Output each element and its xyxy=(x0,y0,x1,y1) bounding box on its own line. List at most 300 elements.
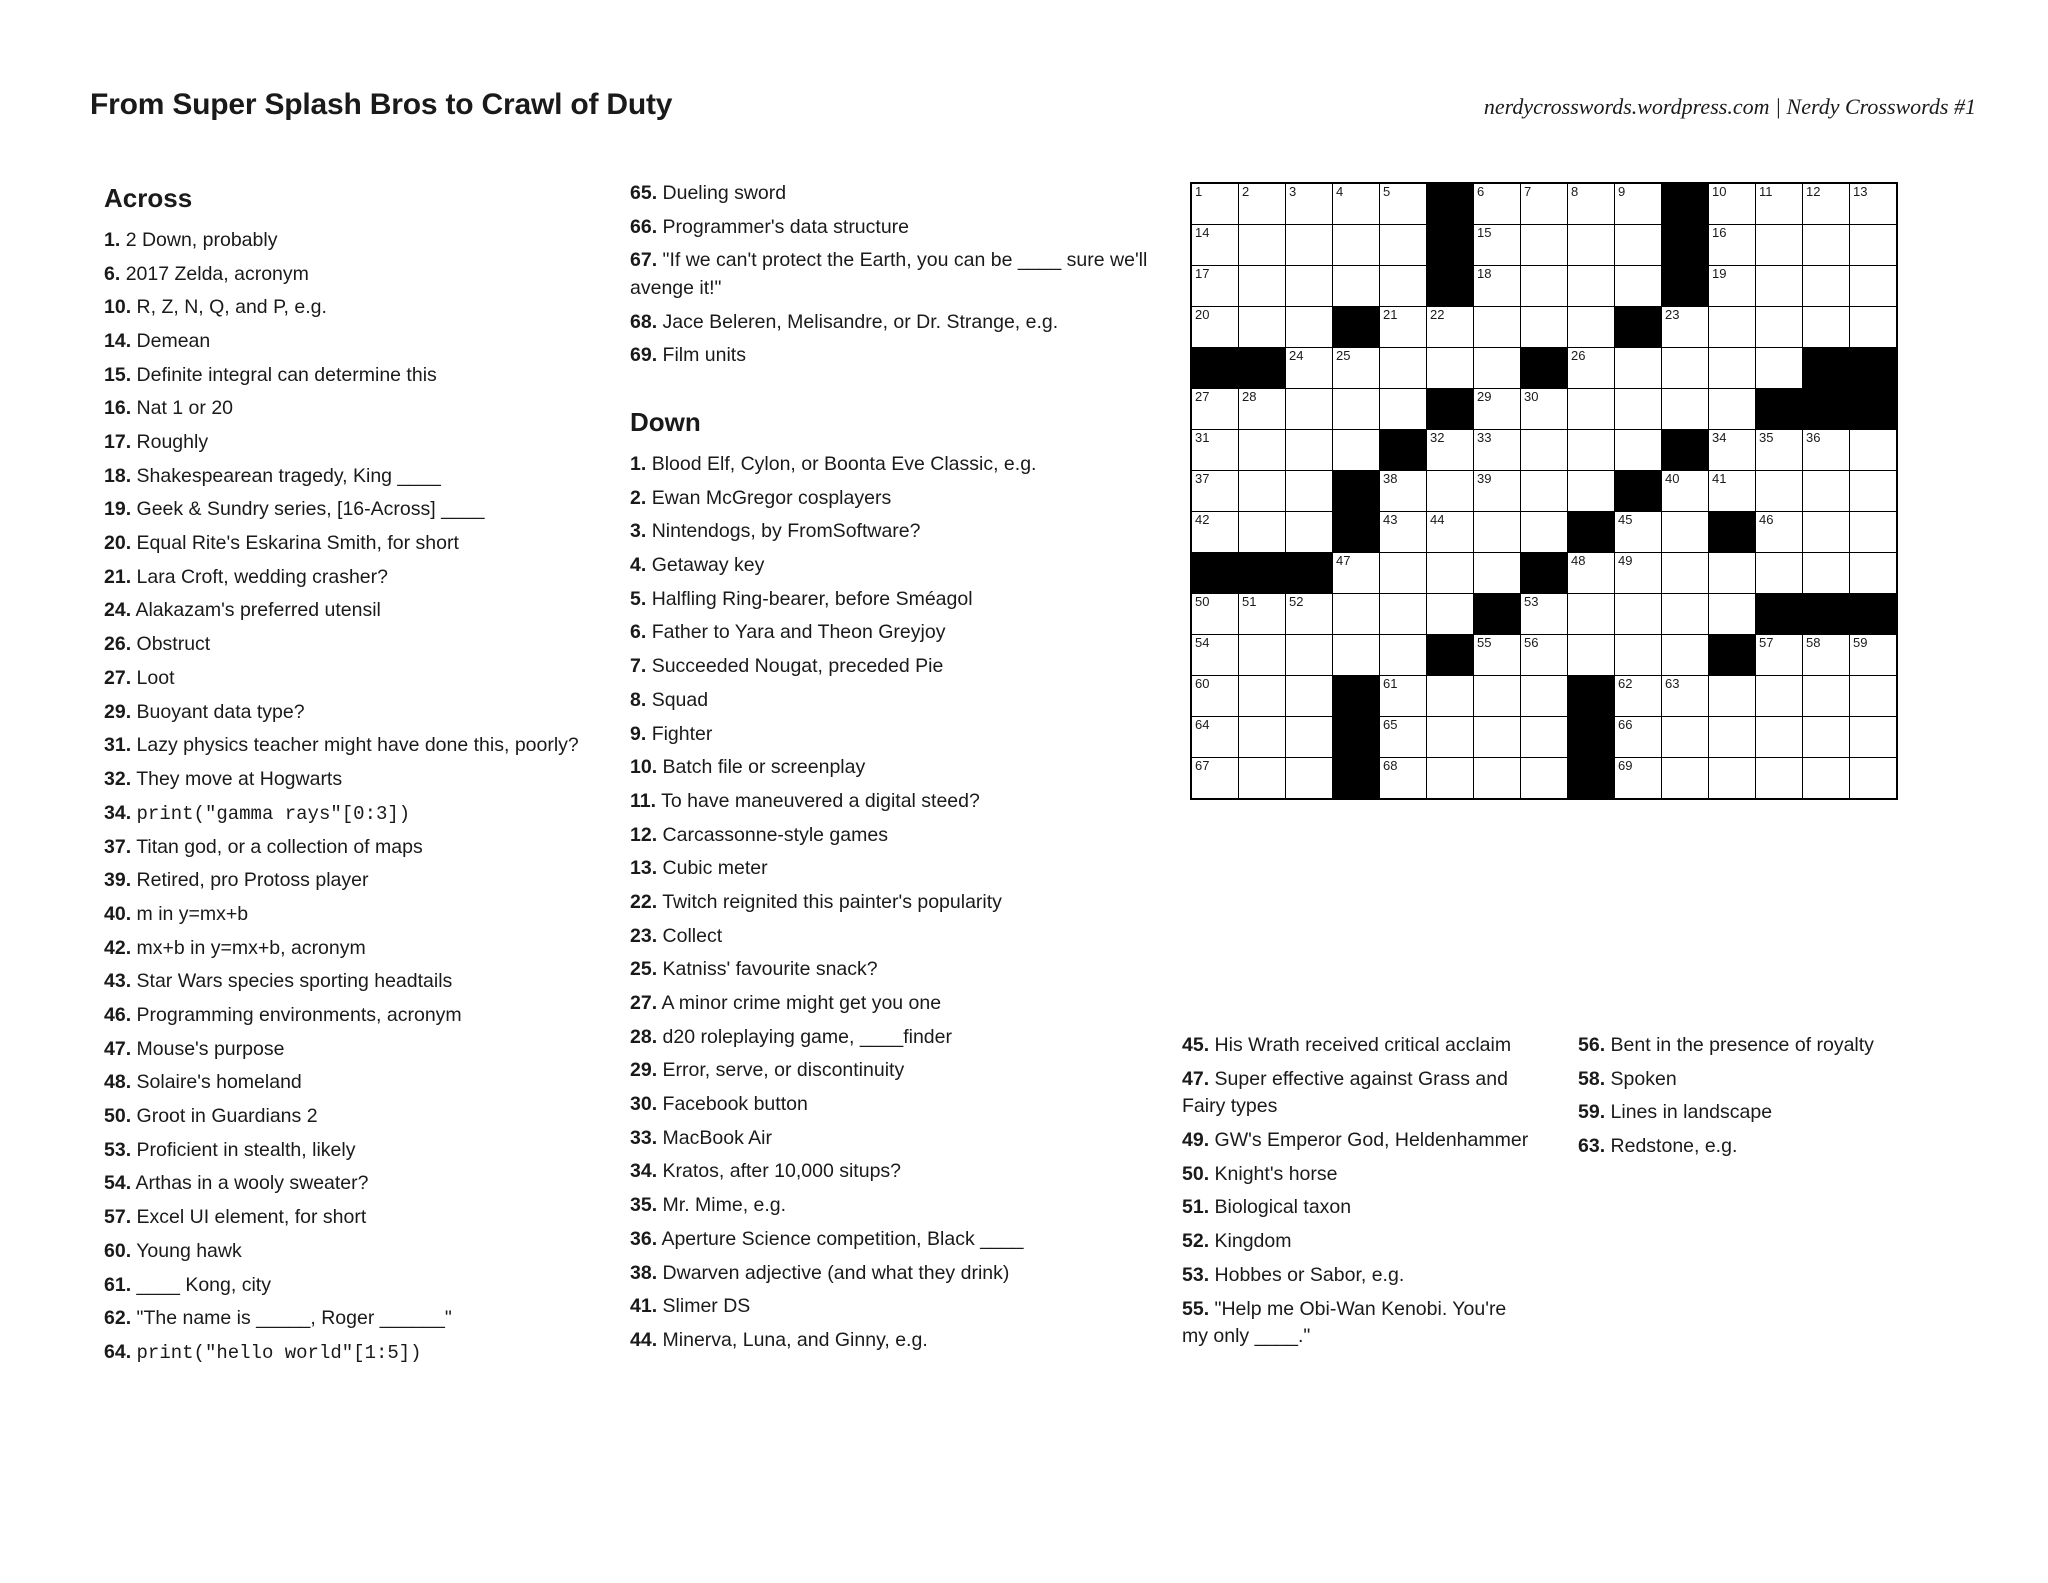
grid-cell-block xyxy=(1756,389,1803,430)
grid-cell[interactable] xyxy=(1756,225,1803,266)
grid-cell[interactable] xyxy=(1474,389,1521,430)
grid-cell[interactable] xyxy=(1286,758,1333,800)
page-header xyxy=(90,88,1976,122)
grid-cell[interactable] xyxy=(1191,183,1239,225)
grid-cell[interactable] xyxy=(1286,430,1333,471)
grid-cell-number: 64 xyxy=(1195,717,1210,732)
clue-text: Biological taxon xyxy=(1214,1196,1352,1219)
grid-cell-number: 24 xyxy=(1289,348,1304,363)
grid-cell[interactable] xyxy=(1709,553,1756,594)
clue-item xyxy=(104,530,604,558)
clue-text: Carcassonne-style games xyxy=(662,823,888,846)
grid-cell[interactable] xyxy=(1662,348,1709,389)
grid-cell-block xyxy=(1333,307,1380,348)
clue-number: 20. xyxy=(104,532,132,555)
grid-cell-block xyxy=(1333,758,1380,800)
grid-cell[interactable] xyxy=(1662,389,1709,430)
grid-cell[interactable] xyxy=(1521,594,1568,635)
grid-cell[interactable] xyxy=(1333,635,1380,676)
grid-cell[interactable] xyxy=(1568,348,1615,389)
clue-text: Groot in Guardians 2 xyxy=(136,1105,318,1128)
grid-cell[interactable] xyxy=(1803,225,1850,266)
grid-cell[interactable] xyxy=(1803,183,1850,225)
clue-item xyxy=(630,1293,1150,1321)
grid-cell[interactable] xyxy=(1474,307,1521,348)
grid-cell[interactable] xyxy=(1615,183,1662,225)
clue-item xyxy=(630,309,1150,337)
grid-cell[interactable] xyxy=(1191,512,1239,553)
grid-cell-block xyxy=(1568,512,1615,553)
grid-cell[interactable] xyxy=(1803,635,1850,676)
grid-cell[interactable] xyxy=(1756,183,1803,225)
clue-text: Facebook button xyxy=(662,1093,808,1116)
grid-cell[interactable] xyxy=(1191,635,1239,676)
clue-text: Nintendogs, by FromSoftware? xyxy=(651,520,921,543)
grid-cell-number: 46 xyxy=(1759,512,1774,527)
grid-cell[interactable] xyxy=(1191,389,1239,430)
clue-text: d20 roleplaying game, ____finder xyxy=(662,1025,952,1048)
grid-cell[interactable] xyxy=(1474,225,1521,266)
grid-cell[interactable] xyxy=(1239,635,1286,676)
clue-number: 59. xyxy=(1578,1101,1606,1124)
grid-cell[interactable] xyxy=(1239,594,1286,635)
across-heading: Across xyxy=(104,183,193,213)
clue-text: Knight's horse xyxy=(1214,1162,1338,1185)
grid-cell[interactable] xyxy=(1662,512,1709,553)
clue-item xyxy=(1182,1194,1537,1222)
grid-cell[interactable] xyxy=(1191,471,1239,512)
grid-cell[interactable] xyxy=(1803,307,1850,348)
grid-cell[interactable] xyxy=(1521,676,1568,717)
grid-cell[interactable] xyxy=(1568,553,1615,594)
clue-item xyxy=(1578,1133,1978,1161)
clue-item xyxy=(1182,1228,1537,1256)
grid-cell-block xyxy=(1427,635,1474,676)
clue-item xyxy=(1578,1066,1978,1094)
grid-cell-number: 61 xyxy=(1383,676,1398,691)
grid-cell[interactable] xyxy=(1568,389,1615,430)
grid-cell-number: 67 xyxy=(1195,758,1210,773)
clue-number: 44. xyxy=(630,1328,658,1351)
grid-row xyxy=(1191,266,1897,307)
grid-cell[interactable] xyxy=(1333,348,1380,389)
grid-cell[interactable] xyxy=(1521,758,1568,800)
grid-cell[interactable] xyxy=(1474,471,1521,512)
grid-cell[interactable] xyxy=(1380,676,1427,717)
clue-item xyxy=(104,395,604,423)
clue-item xyxy=(630,1057,1150,1085)
clue-item xyxy=(630,754,1150,782)
grid-cell[interactable] xyxy=(1756,430,1803,471)
grid-cell[interactable] xyxy=(1521,635,1568,676)
grid-cell[interactable] xyxy=(1474,635,1521,676)
grid-cell[interactable] xyxy=(1239,512,1286,553)
grid-cell-block xyxy=(1803,348,1850,389)
grid-cell[interactable] xyxy=(1568,225,1615,266)
grid-cell[interactable] xyxy=(1803,471,1850,512)
grid-cell[interactable] xyxy=(1850,183,1898,225)
grid-cell-number: 41 xyxy=(1712,471,1727,486)
grid-cell[interactable] xyxy=(1474,348,1521,389)
grid-cell[interactable] xyxy=(1521,717,1568,758)
grid-cell[interactable] xyxy=(1709,266,1756,307)
grid-cell[interactable] xyxy=(1662,717,1709,758)
grid-cell[interactable] xyxy=(1380,266,1427,307)
grid-cell[interactable] xyxy=(1333,266,1380,307)
grid-cell-number: 31 xyxy=(1195,430,1210,445)
grid-cell[interactable] xyxy=(1380,225,1427,266)
grid-cell[interactable] xyxy=(1286,389,1333,430)
clue-text: Programming environments, acronym xyxy=(136,1004,462,1026)
grid-cell[interactable] xyxy=(1521,512,1568,553)
grid-cell[interactable] xyxy=(1662,307,1709,348)
grid-cell-number: 63 xyxy=(1665,676,1680,691)
grid-cell[interactable] xyxy=(1662,635,1709,676)
grid-cell[interactable] xyxy=(1286,183,1333,225)
grid-cell[interactable] xyxy=(1521,225,1568,266)
grid-cell[interactable] xyxy=(1286,676,1333,717)
grid-cell[interactable] xyxy=(1709,348,1756,389)
grid-cell[interactable] xyxy=(1239,389,1286,430)
clue-number: 7. xyxy=(630,655,647,678)
grid-cell[interactable] xyxy=(1239,225,1286,266)
grid-cell[interactable] xyxy=(1474,430,1521,471)
down-clue-list-1 xyxy=(630,451,1150,1355)
grid-cell-block xyxy=(1239,553,1286,594)
clue-number: 27. xyxy=(630,992,658,1015)
clue-number: 6. xyxy=(630,621,647,644)
clue-text: Loot xyxy=(136,666,175,689)
clue-text: Redstone, e.g. xyxy=(1610,1135,1738,1158)
grid-cell[interactable] xyxy=(1286,512,1333,553)
grid-cell[interactable] xyxy=(1239,758,1286,800)
grid-cell[interactable] xyxy=(1239,676,1286,717)
grid-cell[interactable] xyxy=(1286,471,1333,512)
grid-cell[interactable] xyxy=(1380,594,1427,635)
grid-cell[interactable] xyxy=(1191,225,1239,266)
grid-cell[interactable] xyxy=(1191,717,1239,758)
grid-cell[interactable] xyxy=(1380,348,1427,389)
grid-cell[interactable] xyxy=(1803,553,1850,594)
grid-cell[interactable] xyxy=(1239,307,1286,348)
grid-cell[interactable] xyxy=(1709,758,1756,800)
grid-cell[interactable] xyxy=(1474,676,1521,717)
clue-number: 35. xyxy=(630,1194,658,1217)
grid-cell[interactable] xyxy=(1662,471,1709,512)
grid-cell[interactable] xyxy=(1427,430,1474,471)
clue-item xyxy=(104,294,604,322)
grid-cell[interactable] xyxy=(1615,512,1662,553)
grid-cell[interactable] xyxy=(1568,266,1615,307)
grid-cell[interactable] xyxy=(1803,512,1850,553)
grid-cell[interactable] xyxy=(1709,389,1756,430)
grid-cell[interactable] xyxy=(1427,717,1474,758)
grid-cell-block xyxy=(1191,348,1239,389)
grid-cell[interactable] xyxy=(1191,307,1239,348)
clue-item xyxy=(104,834,604,862)
grid-cell[interactable] xyxy=(1474,266,1521,307)
grid-cell[interactable] xyxy=(1380,717,1427,758)
grid-cell[interactable] xyxy=(1239,430,1286,471)
clue-item xyxy=(630,1327,1150,1355)
grid-cell-number: 14 xyxy=(1195,225,1210,240)
clue-number: 16. xyxy=(104,397,132,420)
grid-cell[interactable] xyxy=(1709,471,1756,512)
clue-text: Nat 1 or 20 xyxy=(136,397,234,420)
grid-cell[interactable] xyxy=(1380,635,1427,676)
grid-cell[interactable] xyxy=(1521,471,1568,512)
grid-cell[interactable] xyxy=(1427,348,1474,389)
grid-cell[interactable] xyxy=(1803,266,1850,307)
grid-cell[interactable] xyxy=(1427,471,1474,512)
grid-cell[interactable] xyxy=(1521,430,1568,471)
grid-cell[interactable] xyxy=(1191,758,1239,800)
across-down-column-2 xyxy=(630,180,1150,1361)
grid-cell-number: 49 xyxy=(1618,553,1633,568)
clue-number: 68. xyxy=(630,310,658,333)
grid-cell[interactable] xyxy=(1474,553,1521,594)
clue-number: 33. xyxy=(630,1126,658,1149)
grid-cell-number: 13 xyxy=(1853,184,1868,199)
grid-cell[interactable] xyxy=(1333,594,1380,635)
grid-cell[interactable] xyxy=(1756,348,1803,389)
grid-cell[interactable] xyxy=(1427,676,1474,717)
grid-cell[interactable] xyxy=(1615,430,1662,471)
clue-item xyxy=(104,1137,604,1165)
clue-item xyxy=(104,597,604,625)
grid-cell-block xyxy=(1709,512,1756,553)
grid-cell[interactable] xyxy=(1568,471,1615,512)
clue-item xyxy=(104,1204,604,1232)
grid-cell[interactable] xyxy=(1427,512,1474,553)
grid-cell[interactable] xyxy=(1286,266,1333,307)
grid-cell[interactable] xyxy=(1803,717,1850,758)
clue-text: Lazy physics teacher might have done this, poorly? xyxy=(136,734,579,757)
grid-cell[interactable] xyxy=(1521,389,1568,430)
grid-cell[interactable] xyxy=(1286,307,1333,348)
grid-cell[interactable] xyxy=(1709,717,1756,758)
clue-number: 34. xyxy=(630,1160,658,1183)
grid-cell-block xyxy=(1568,758,1615,800)
grid-cell-block xyxy=(1803,389,1850,430)
grid-cell[interactable] xyxy=(1850,553,1898,594)
grid-cell-block xyxy=(1333,471,1380,512)
grid-cell[interactable] xyxy=(1615,758,1662,800)
grid-cell[interactable] xyxy=(1380,471,1427,512)
clue-item xyxy=(630,855,1150,883)
grid-cell[interactable] xyxy=(1380,307,1427,348)
grid-cell-number: 36 xyxy=(1806,430,1821,445)
grid-cell[interactable] xyxy=(1756,512,1803,553)
grid-cell[interactable] xyxy=(1521,266,1568,307)
clue-item xyxy=(104,968,604,996)
grid-cell[interactable] xyxy=(1756,553,1803,594)
grid-cell[interactable] xyxy=(1756,471,1803,512)
clue-item xyxy=(1182,1127,1537,1155)
grid-cell[interactable] xyxy=(1850,471,1898,512)
grid-cell[interactable] xyxy=(1474,512,1521,553)
grid-cell[interactable] xyxy=(1662,758,1709,800)
grid-cell-block xyxy=(1662,266,1709,307)
grid-cell[interactable] xyxy=(1380,758,1427,800)
grid-cell[interactable] xyxy=(1286,348,1333,389)
grid-cell[interactable] xyxy=(1568,430,1615,471)
grid-row xyxy=(1191,183,1897,225)
grid-cell[interactable] xyxy=(1380,512,1427,553)
grid-cell[interactable] xyxy=(1850,307,1898,348)
grid-cell[interactable] xyxy=(1286,717,1333,758)
clue-number: 15. xyxy=(104,363,132,386)
grid-cell[interactable] xyxy=(1191,266,1239,307)
grid-cell[interactable] xyxy=(1568,594,1615,635)
grid-cell[interactable] xyxy=(1191,676,1239,717)
grid-cell[interactable] xyxy=(1568,307,1615,348)
grid-cell[interactable] xyxy=(1756,676,1803,717)
grid-cell[interactable] xyxy=(1239,183,1286,225)
grid-cell-block xyxy=(1239,348,1286,389)
grid-cell[interactable] xyxy=(1427,307,1474,348)
grid-cell[interactable] xyxy=(1333,430,1380,471)
grid-cell[interactable] xyxy=(1615,389,1662,430)
grid-cell[interactable] xyxy=(1333,225,1380,266)
clue-number: 26. xyxy=(104,633,132,656)
grid-cell[interactable] xyxy=(1521,307,1568,348)
grid-cell-number: 65 xyxy=(1383,717,1398,732)
grid-cell[interactable] xyxy=(1615,676,1662,717)
grid-cell[interactable] xyxy=(1615,348,1662,389)
grid-cell[interactable] xyxy=(1615,266,1662,307)
clue-text: "If we can't protect the Earth, you can be ____ sure we'll avenge it!" xyxy=(630,249,1148,300)
clue-number: 63. xyxy=(1578,1135,1606,1158)
grid-cell[interactable] xyxy=(1333,183,1380,225)
grid-cell[interactable] xyxy=(1850,430,1898,471)
grid-cell[interactable] xyxy=(1521,183,1568,225)
grid-cell[interactable] xyxy=(1474,717,1521,758)
grid-cell[interactable] xyxy=(1615,594,1662,635)
grid-cell[interactable] xyxy=(1427,758,1474,800)
grid-cell-number: 25 xyxy=(1336,348,1351,363)
clue-text: m in y=mx+b xyxy=(136,902,249,925)
grid-cell[interactable] xyxy=(1709,307,1756,348)
clue-number: 5. xyxy=(630,587,647,610)
grid-cell[interactable] xyxy=(1850,225,1898,266)
grid-cell[interactable] xyxy=(1662,594,1709,635)
grid-cell[interactable] xyxy=(1850,758,1898,800)
grid-cell[interactable] xyxy=(1474,183,1521,225)
grid-cell[interactable] xyxy=(1191,594,1239,635)
clue-item xyxy=(630,889,1150,917)
grid-cell[interactable] xyxy=(1709,183,1756,225)
clue-item xyxy=(104,362,604,390)
grid-cell[interactable] xyxy=(1850,717,1898,758)
grid-cell[interactable] xyxy=(1850,512,1898,553)
grid-cell-number: 37 xyxy=(1195,471,1210,486)
down-clues-column-3 xyxy=(1182,1032,1537,1357)
grid-cell[interactable] xyxy=(1803,676,1850,717)
clue-item xyxy=(630,342,1150,370)
grid-cell[interactable] xyxy=(1803,758,1850,800)
grid-cell[interactable] xyxy=(1333,553,1380,594)
grid-cell[interactable] xyxy=(1239,471,1286,512)
clue-number: 61. xyxy=(104,1273,132,1296)
grid-cell[interactable] xyxy=(1709,225,1756,266)
grid-cell[interactable] xyxy=(1709,676,1756,717)
grid-cell[interactable] xyxy=(1333,389,1380,430)
grid-cell-number: 68 xyxy=(1383,758,1398,773)
grid-cell[interactable] xyxy=(1756,635,1803,676)
grid-cell[interactable] xyxy=(1850,676,1898,717)
grid-cell[interactable] xyxy=(1803,430,1850,471)
clue-text: Error, serve, or discontinuity xyxy=(662,1059,905,1082)
grid-cell[interactable] xyxy=(1662,676,1709,717)
grid-cell-number: 45 xyxy=(1618,512,1633,527)
clue-number: 22. xyxy=(630,890,658,913)
grid-cell[interactable] xyxy=(1380,553,1427,594)
grid-cell-block xyxy=(1568,717,1615,758)
grid-cell[interactable] xyxy=(1474,758,1521,800)
clue-item xyxy=(104,631,604,659)
grid-cell[interactable] xyxy=(1615,635,1662,676)
grid-cell[interactable] xyxy=(1427,594,1474,635)
grid-cell[interactable] xyxy=(1286,635,1333,676)
grid-cell[interactable] xyxy=(1380,183,1427,225)
crossword-grid[interactable] xyxy=(1190,182,1898,800)
grid-row xyxy=(1191,430,1897,471)
grid-cell[interactable] xyxy=(1756,717,1803,758)
clue-number: 37. xyxy=(104,835,132,858)
grid-cell[interactable] xyxy=(1427,553,1474,594)
grid-cell[interactable] xyxy=(1756,266,1803,307)
clue-text: Collect xyxy=(662,924,723,947)
grid-cell[interactable] xyxy=(1191,430,1239,471)
grid-cell[interactable] xyxy=(1568,183,1615,225)
grid-cell-number: 12 xyxy=(1806,184,1821,199)
grid-cell[interactable] xyxy=(1756,307,1803,348)
grid-cell[interactable] xyxy=(1615,717,1662,758)
clue-item xyxy=(104,564,604,592)
clue-item xyxy=(630,1260,1150,1288)
grid-cell[interactable] xyxy=(1286,594,1333,635)
grid-cell[interactable] xyxy=(1239,266,1286,307)
clue-text: 2017 Zelda, acronym xyxy=(125,262,309,285)
grid-cell-block xyxy=(1333,717,1380,758)
clue-text: Batch file or screenplay xyxy=(662,756,866,779)
clue-number: 10. xyxy=(630,756,658,779)
grid-cell-block xyxy=(1286,553,1333,594)
grid-cell-number: 26 xyxy=(1571,348,1586,363)
clue-item xyxy=(630,1192,1150,1220)
grid-cell[interactable] xyxy=(1568,635,1615,676)
grid-cell[interactable] xyxy=(1850,266,1898,307)
grid-cell[interactable] xyxy=(1662,553,1709,594)
grid-cell[interactable] xyxy=(1756,758,1803,800)
grid-cell[interactable] xyxy=(1709,430,1756,471)
grid-cell[interactable] xyxy=(1286,225,1333,266)
grid-cell[interactable] xyxy=(1615,225,1662,266)
grid-cell[interactable] xyxy=(1239,717,1286,758)
grid-cell-block xyxy=(1427,266,1474,307)
clue-number: 9. xyxy=(630,722,647,745)
clue-text: Aperture Science competition, Black ____ xyxy=(661,1227,1024,1250)
grid-cell[interactable] xyxy=(1850,635,1898,676)
grid-cell-block xyxy=(1568,676,1615,717)
grid-cell-number: 2 xyxy=(1242,184,1250,199)
clue-number: 43. xyxy=(104,970,132,993)
grid-cell[interactable] xyxy=(1615,553,1662,594)
grid-cell[interactable] xyxy=(1709,594,1756,635)
grid-cell-number: 44 xyxy=(1430,512,1445,527)
grid-cell[interactable] xyxy=(1380,389,1427,430)
